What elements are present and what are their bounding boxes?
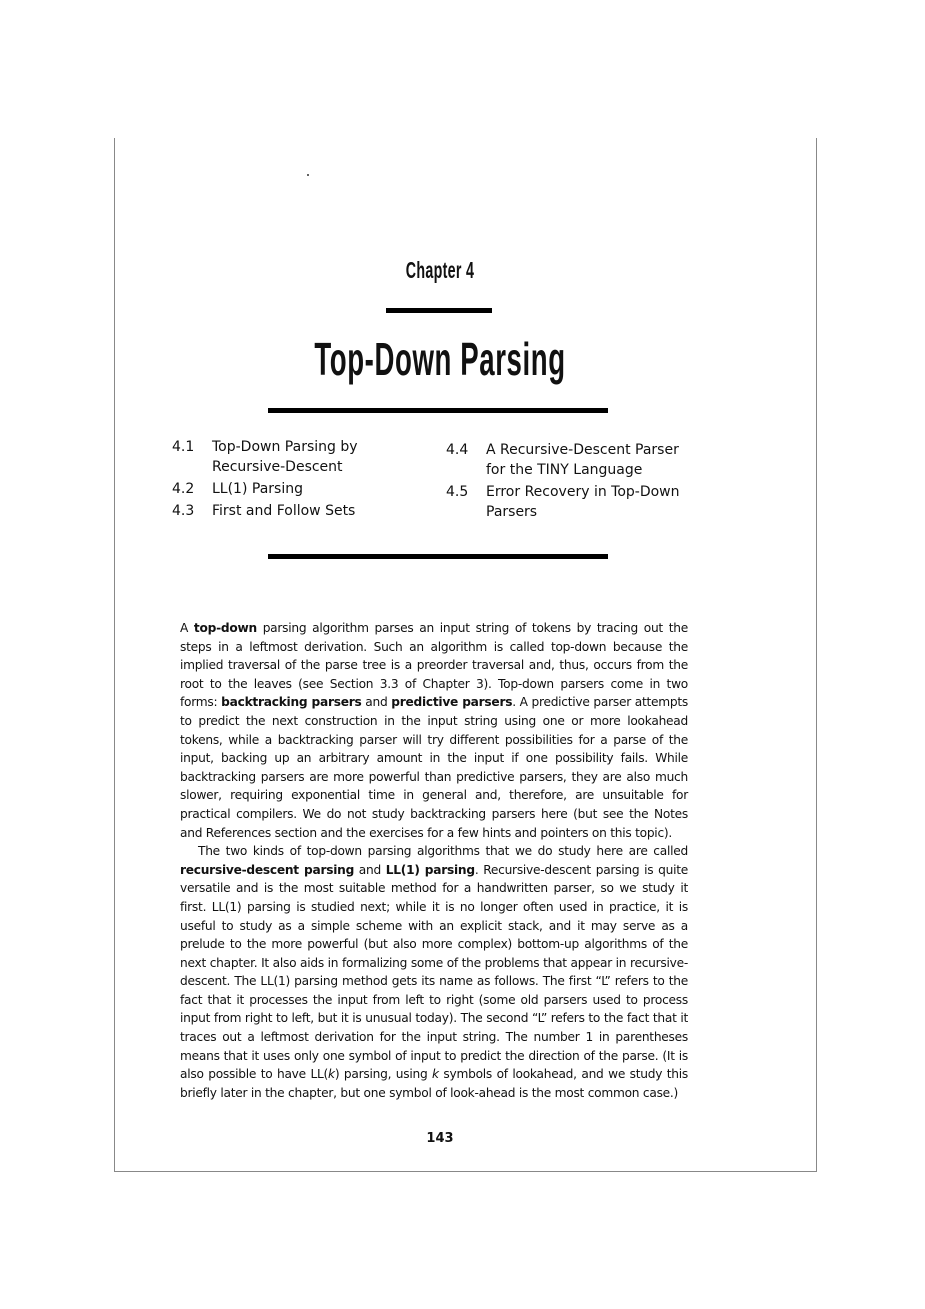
paragraph: A top-down parsing algorithm parses an input string of tokens by tracing out the steps in a leftmost derivation. Such an algorithm is called top-down because the implied traversal of the parse tree is a preorder traversal and, thus, occurs from the root to the leaves (see Section 3.3 of Chapter 3). Top-down parsers come in two forms: backtracking parsers and predictive parsers. A predictive parser attempts to predict the next construction in the input string using one or more lookahead tokens, while a backtracking parser will try different possibilities for a parse of the input, backing up an arbitrary amount in the input if one possibility fails. While backtracking parsers are more powerful than predictive parsers, they are also much slower, requiring exponential time in general and, therefore, are unsuitable for practical compilers. We do not study backtracking parsers here (but see the Notes and References section and the exercises for a few hints and pointers on this topic).: [180, 621, 689, 840]
toc-number: 4.4: [446, 442, 469, 458]
title-rule-top: [268, 408, 608, 413]
toc-text: Error Recovery in Top-Down Parsers: [486, 484, 680, 520]
chapter-label: Chapter 4: [405, 257, 475, 283]
page-border-left: [114, 138, 115, 1172]
toc-text: LL(1) Parsing: [212, 481, 303, 497]
page-border-bottom: [114, 1171, 817, 1172]
toc-number: 4.3: [172, 503, 195, 519]
body-text: [180, 619, 688, 1102]
toc-text: First and Follow Sets: [212, 503, 356, 519]
scan-speck: [307, 174, 309, 176]
chapter-rule: [386, 308, 492, 313]
toc-number: 4.5: [446, 484, 469, 500]
page-border-right: [816, 138, 817, 1172]
toc-number: 4.1: [172, 439, 195, 455]
page-number: 143: [426, 1131, 454, 1146]
toc-text: A Recursive-Descent Parser for the TINY Language: [486, 442, 679, 478]
title-rule-bottom: [268, 554, 608, 559]
toc-text: Top-Down Parsing by Recursive-Descent: [212, 439, 358, 475]
chapter-title: Top-Down Parsing: [314, 333, 566, 385]
toc-number: 4.2: [172, 481, 195, 497]
paragraph: The two kinds of top-down parsing algorithms that we do study here are called recursive-descent parsing and LL(1) parsing. Recursive-descent parsing is quite versatile and is the most suitable method for a handwritten parser, so we study it first. LL(1) parsing is studied next; while it is no longer often used in practice, it is useful to study as a simple scheme with an explicit stack, and it may serve as a prelude to the more powerful (but also more complex) bottom-up algorithms of the next chapter. It also aids in formalizing some of the problems that appear in recursive-descent. The LL(1) parsing method gets its name as follows. The first “L” refers to the fact that it processes the input from left to right (some old parsers used to process input from right to left, but it is unusual today). The second “L” refers to the fact that it traces out a leftmost derivation for the input string. The number 1 in parentheses means that it uses only one symbol of input to predict the direction of the parse. (It is also possible to have LL(k) parsing, using k symbols of lookahead, and we study this briefly later in the chapter, but one symbol of look-ahead is the most common case.): [180, 844, 688, 1100]
